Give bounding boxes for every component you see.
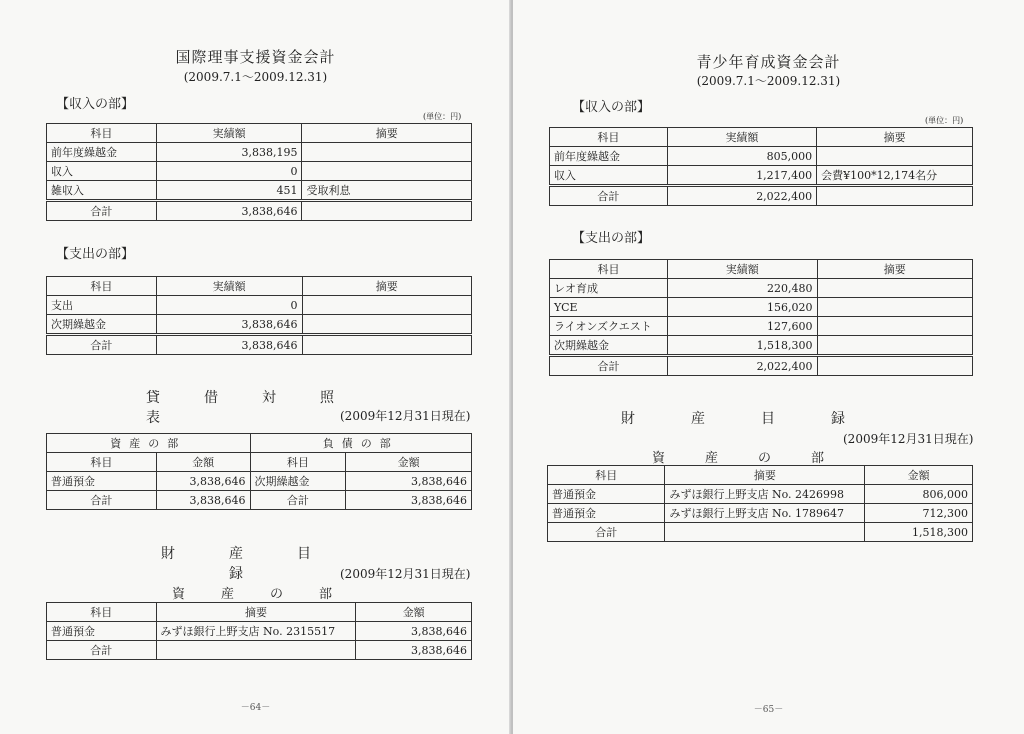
unit-label: (単位：円) <box>423 112 462 121</box>
row-note <box>302 296 472 315</box>
row-item: 前年度繰越金 <box>47 143 157 162</box>
income-table <box>46 123 472 221</box>
balance-asof: (2009年12月31日現在) <box>340 409 471 423</box>
row-amount: 805,000 <box>667 147 816 166</box>
row-item: 前年度繰越金 <box>550 147 668 166</box>
property-table <box>547 465 973 542</box>
col-header: 摘要 <box>817 128 973 147</box>
row-item: 次期繰越金 <box>250 472 346 491</box>
row-amount: 3,838,646 <box>156 315 302 335</box>
table-header <box>47 124 472 143</box>
row-item: 次期繰越金 <box>550 336 668 356</box>
table-header <box>550 260 973 279</box>
row-amount: 0 <box>156 162 302 181</box>
total-amount: 3,838,646 <box>156 335 302 355</box>
row-amount: 3,838,646 <box>356 622 472 641</box>
table-header <box>47 434 472 453</box>
expense-heading: 【支出の部】 <box>56 247 135 262</box>
table-row <box>47 315 472 335</box>
total-label: 合計 <box>250 491 346 510</box>
expense-table <box>549 259 973 376</box>
table-row <box>47 181 472 201</box>
row-note <box>817 336 972 356</box>
total-label: 合計 <box>47 491 157 510</box>
unit-label: (単位：円) <box>925 116 964 125</box>
row-item: 普通預金 <box>47 622 157 641</box>
total-label: 合計 <box>548 523 665 542</box>
table-header <box>550 128 973 147</box>
table-row <box>550 298 973 317</box>
col-header: 金額 <box>156 453 250 472</box>
row-amount: 156,020 <box>667 298 817 317</box>
row-note: みずほ銀行上野支店 No. 2426998 <box>665 485 865 504</box>
col-header: 科目 <box>47 453 157 472</box>
total-row <box>550 356 973 376</box>
col-header: 科目 <box>250 453 346 472</box>
row-item: YCE <box>550 298 668 317</box>
col-header: 実績額 <box>156 277 302 296</box>
property-assets-heading: 資産の部 <box>171 587 368 602</box>
row-amount: 1,217,400 <box>667 166 816 186</box>
table-header <box>47 603 472 622</box>
property-title: 財産目録 <box>621 411 901 427</box>
total-row <box>47 335 472 355</box>
row-note: 受取利息 <box>302 181 472 201</box>
row-item: 次期繰越金 <box>47 315 157 335</box>
period: (2009.7.1～2009.12.31) <box>183 70 328 84</box>
total-amount: 1,518,300 <box>865 523 973 542</box>
property-asof: (2009年12月31日現在) <box>843 432 974 446</box>
row-note <box>817 147 973 166</box>
total-amount: 3,838,646 <box>356 641 472 660</box>
col-header: 実績額 <box>667 260 817 279</box>
left-page <box>0 0 511 734</box>
row-note <box>817 279 972 298</box>
row-note <box>817 317 972 336</box>
property-table <box>46 602 472 660</box>
table-row <box>550 336 973 356</box>
row-note <box>302 143 472 162</box>
total-amount: 3,838,646 <box>156 201 302 221</box>
col-header: 摘要 <box>302 124 472 143</box>
total-amount: 3,838,646 <box>346 491 472 510</box>
col-header: 摘要 <box>302 277 472 296</box>
row-item: 普通預金 <box>548 485 665 504</box>
balance-title-text: 貸借対照表 <box>146 390 378 426</box>
table-header <box>47 277 472 296</box>
total-row <box>550 186 973 206</box>
table-row <box>47 472 472 491</box>
table-row <box>550 147 973 166</box>
row-item: ライオンズクエスト <box>550 317 668 336</box>
total-label: 合計 <box>550 186 668 206</box>
income-heading: 【収入の部】 <box>572 100 651 115</box>
assets-heading: 資産の部 <box>47 434 251 453</box>
income-heading: 【収入の部】 <box>56 97 135 112</box>
row-note: みずほ銀行上野支店 No. 2315517 <box>156 622 356 641</box>
table-row <box>548 504 973 523</box>
property-assets-heading: 資産の部 <box>651 451 864 466</box>
col-header: 科目 <box>548 466 665 485</box>
property-title: 財産目録 <box>161 546 365 582</box>
row-item: 収入 <box>550 166 668 186</box>
row-item: 支出 <box>47 296 157 315</box>
col-header: 実績額 <box>156 124 302 143</box>
table-row <box>550 317 973 336</box>
total-label: 合計 <box>47 201 157 221</box>
table-row <box>47 296 472 315</box>
col-header: 金額 <box>356 603 472 622</box>
col-header: 摘要 <box>817 260 972 279</box>
row-item: 収入 <box>47 162 157 181</box>
row-amount: 127,600 <box>667 317 817 336</box>
right-page <box>513 0 1024 734</box>
table-row <box>548 485 973 504</box>
col-header: 科目 <box>550 128 668 147</box>
row-item: 普通預金 <box>47 472 157 491</box>
total-row <box>548 523 973 542</box>
row-amount: 3,838,195 <box>156 143 302 162</box>
row-note <box>817 298 972 317</box>
property-asof: (2009年12月31日現在) <box>340 567 471 581</box>
total-label: 合計 <box>550 356 668 376</box>
balance-table <box>46 433 472 510</box>
table-header <box>548 466 973 485</box>
page-number: －65－ <box>753 705 784 715</box>
col-header: 科目 <box>47 124 157 143</box>
row-amount: 451 <box>156 181 302 201</box>
income-table <box>549 127 973 206</box>
col-header: 摘要 <box>665 466 865 485</box>
row-note <box>302 315 472 335</box>
table-row <box>47 162 472 181</box>
table-row <box>47 143 472 162</box>
row-item: 雑収入 <box>47 181 157 201</box>
col-header: 科目 <box>47 603 157 622</box>
col-header: 摘要 <box>156 603 356 622</box>
total-amount: 2,022,400 <box>667 356 817 376</box>
row-note <box>302 162 472 181</box>
row-item: 普通預金 <box>548 504 665 523</box>
page-title: 青少年育成資金会計 <box>696 53 841 71</box>
row-note: みずほ銀行上野支店 No. 1789647 <box>665 504 865 523</box>
col-header: 科目 <box>47 277 157 296</box>
row-amount: 220,480 <box>667 279 817 298</box>
page-number: －64－ <box>240 703 271 713</box>
total-amount: 2,022,400 <box>667 186 816 206</box>
total-row <box>47 201 472 221</box>
total-row <box>47 641 472 660</box>
expense-table <box>46 276 472 355</box>
row-amount: 0 <box>156 296 302 315</box>
period: (2009.7.1～2009.12.31) <box>696 74 841 88</box>
row-amount: 3,838,646 <box>346 472 472 491</box>
liabilities-heading: 負債の部 <box>250 434 472 453</box>
row-amount: 806,000 <box>865 485 973 504</box>
row-amount: 1,518,300 <box>667 336 817 356</box>
page-title: 国際理事支援資金会計 <box>175 48 336 66</box>
row-amount: 712,300 <box>865 504 973 523</box>
row-note: 会費¥100*12,174名分 <box>817 166 973 186</box>
col-header: 実績額 <box>667 128 816 147</box>
table-row <box>550 279 973 298</box>
table-header <box>47 453 472 472</box>
expense-heading: 【支出の部】 <box>572 231 651 246</box>
row-amount: 3,838,646 <box>156 472 250 491</box>
total-label: 合計 <box>47 335 157 355</box>
row-item: レオ育成 <box>550 279 668 298</box>
table-row <box>550 166 973 186</box>
col-header: 金額 <box>865 466 973 485</box>
total-amount: 3,838,646 <box>156 491 250 510</box>
total-row <box>47 491 472 510</box>
table-row <box>47 622 472 641</box>
total-label: 合計 <box>47 641 157 660</box>
col-header: 科目 <box>550 260 668 279</box>
col-header: 金額 <box>346 453 472 472</box>
